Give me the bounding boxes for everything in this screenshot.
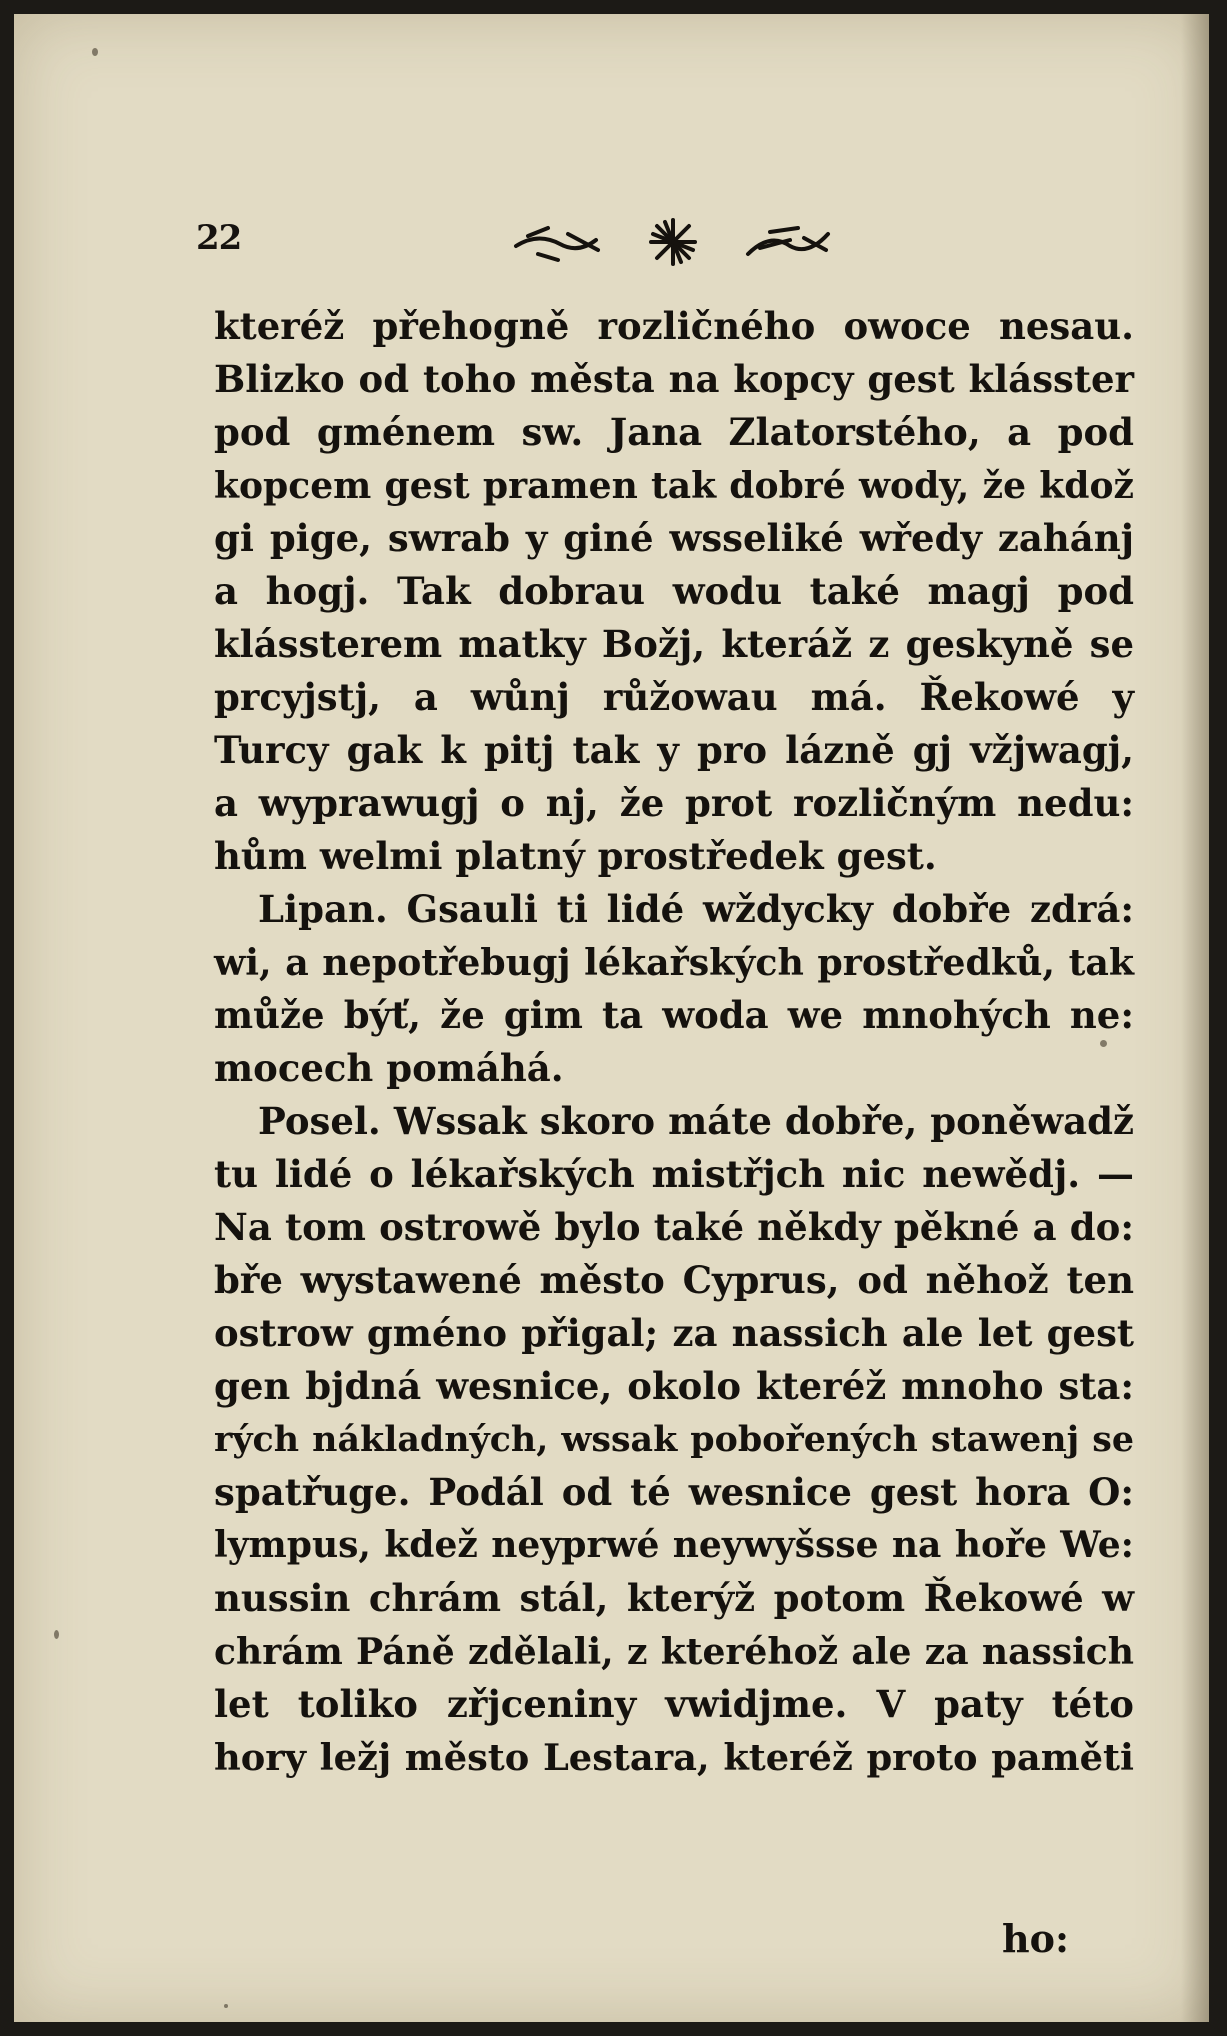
text-line: kopcem gest pramen tak dobré wody, že kdož (214, 464, 1134, 507)
paper-speck (92, 48, 98, 56)
text-line: Posel. Wssak skoro máte dobře, poněwadž (258, 1099, 1134, 1143)
text-line: pod gménem sw. Jana Zlatorstého, a pod (214, 410, 1134, 454)
text-line: rých nákladných, wssak pobořených stawenj se (214, 1419, 1134, 1460)
text-line: klássterem matky Božj, kteráž z geskyně se (214, 622, 1134, 666)
text-line: wi, a nepotřebugj lékařských prostředků, tak (214, 941, 1134, 984)
paper-speck (54, 1630, 59, 1639)
paper-speck (224, 2004, 228, 2008)
text-line: může býť, že gim ta woda we mnohých ne: (214, 993, 1134, 1037)
text-line: hory ležj město Lestara, kteréž proto paměti (214, 1735, 1134, 1779)
text-line: spatřuge. Podál od té wesnice gest hora O: (214, 1470, 1134, 1514)
body-text (214, 300, 1134, 1784)
text-line: prcyjstj, a wůnj růžowau má. Řekowé y (214, 675, 1134, 719)
text-line: gi pige, swrab y giné wsseliké wředy zahánj (214, 516, 1134, 560)
book-page (14, 14, 1209, 2022)
text-line: a hogj. Tak dobrau wodu také magj pod (214, 569, 1134, 613)
text-line: kteréž přehogně rozličného owoce nesau. (214, 304, 1134, 348)
text-line: tu lidé o lékařských mistřjch nic newědj. — (214, 1152, 1134, 1196)
paper-speck (1100, 1040, 1107, 1047)
header-ornament-icon (508, 210, 838, 270)
text-line: mocech pomáhá. (214, 1046, 564, 1090)
text-line: bře wystawené město Cyprus, od něhož ten (214, 1258, 1134, 1302)
text-line: Na tom ostrowě bylo také někdy pěkné a do: (214, 1205, 1134, 1249)
text-line: Blizko od toho města na kopcy gest klásster (214, 357, 1134, 401)
text-line: Turcy gak k pitj tak y pro lázně gj vžjwagj, (214, 728, 1134, 772)
text-line: ostrow gméno přigal; za nassich ale let gest (214, 1311, 1134, 1355)
text-line: a wyprawugj o nj, že prot rozličným nedu: (214, 781, 1134, 825)
text-line: Lipan. Gsauli ti lidé wždycky dobře zdrá: (258, 887, 1134, 931)
text-line: lympus, kdež neyprwé neywyšsse na hoře We: (214, 1524, 1134, 1566)
catchword: ho: (1002, 1916, 1070, 1961)
text-line: hům welmi platný prostředek gest. (214, 834, 937, 878)
page-gutter-shadow (1181, 14, 1209, 2022)
page-number: 22 (196, 218, 242, 258)
text-line: let toliko zřjceniny vwidjme. V paty této (214, 1682, 1134, 1726)
text-line: chrám Páně zdělali, z kteréhož ale za nassich (214, 1630, 1134, 1673)
page-header (196, 210, 1096, 270)
text-line: gen bjdná wesnice, okolo kteréž mnoho sta: (214, 1364, 1134, 1408)
text-line: nussin chrám stál, kterýž potom Řekowé w (214, 1576, 1134, 1620)
